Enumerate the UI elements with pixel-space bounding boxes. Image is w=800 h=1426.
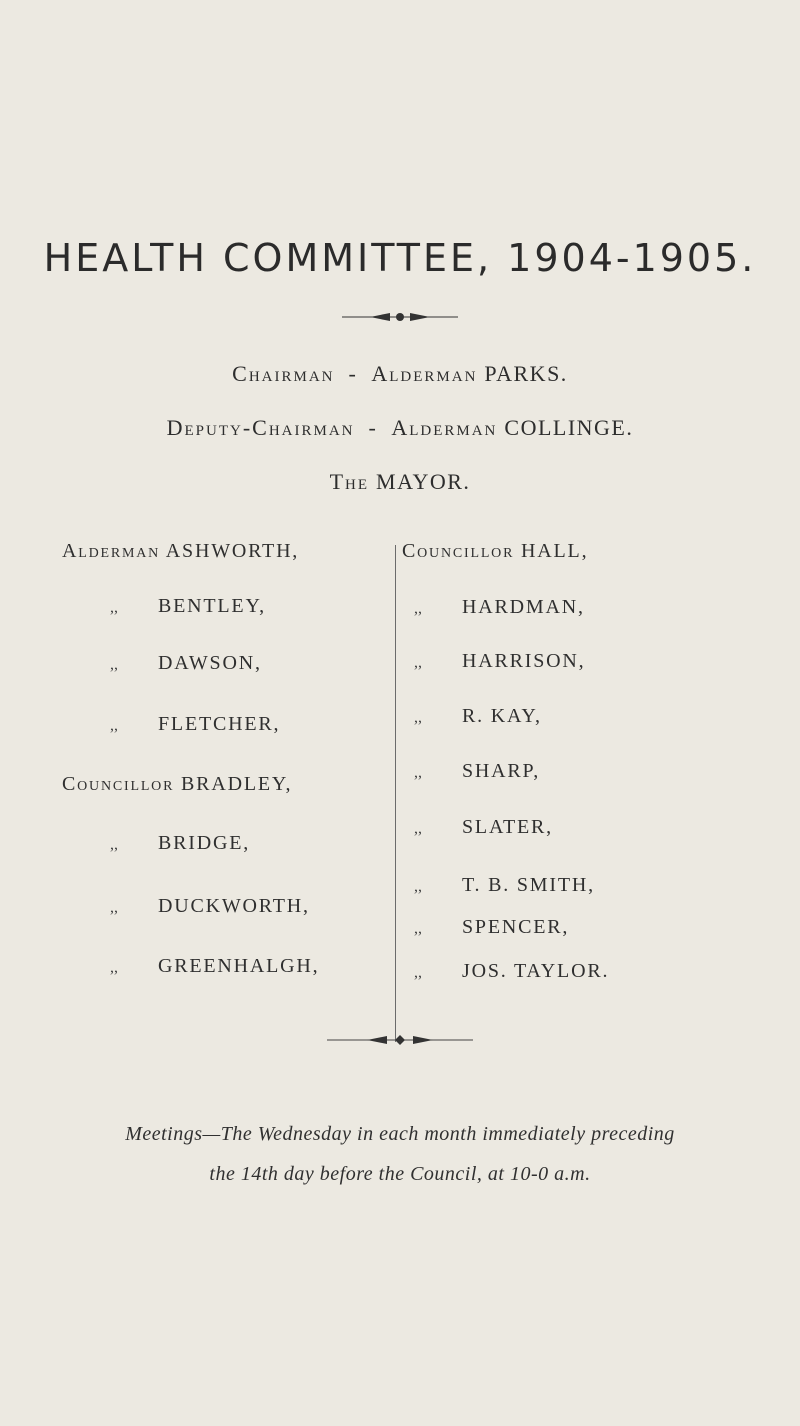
member-name: R. KAY, xyxy=(462,705,542,727)
member-name: GREENHALGH, xyxy=(158,955,320,977)
chairman-rank: Alderman xyxy=(371,361,478,386)
member-name: HALL, xyxy=(521,540,589,562)
member-name: ASHWORTH, xyxy=(165,540,300,562)
deputy-chairman-name: COLLINGE. xyxy=(504,415,634,440)
member-left-2 xyxy=(110,595,266,618)
ditto-mark: ,, xyxy=(110,899,118,916)
deputy-chairman-line xyxy=(0,415,800,441)
member-right-9 xyxy=(414,960,609,983)
page-title: HEALTH COMMITTEE, 1904-1905. xyxy=(43,236,757,280)
meetings-note-line-1: Meetings—The Wednesday in each month immediately preceding xyxy=(125,1123,675,1145)
mayor-name: MAYOR. xyxy=(376,469,471,494)
member-name: HARDMAN, xyxy=(462,596,585,618)
member-right-1 xyxy=(402,540,588,563)
member-name: BENTLEY, xyxy=(158,595,266,617)
ditto-mark: ,, xyxy=(414,920,422,937)
member-right-8 xyxy=(414,916,569,939)
ditto-mark: ,, xyxy=(414,600,422,617)
member-right-7 xyxy=(414,874,595,897)
member-right-3 xyxy=(414,650,585,673)
member-left-7 xyxy=(110,895,310,918)
ditto-mark: ,, xyxy=(414,764,422,781)
column-divider xyxy=(395,545,396,1042)
ditto-mark: ,, xyxy=(414,878,422,895)
member-name: JOS. TAYLOR. xyxy=(462,960,610,982)
member-left-6 xyxy=(110,832,250,855)
member-name: SPENCER, xyxy=(462,916,570,938)
ditto-mark: ,, xyxy=(110,656,118,673)
bottom-ornament xyxy=(0,1033,800,1047)
ditto-mark: ,, xyxy=(110,717,118,734)
member-right-6 xyxy=(414,816,553,839)
chairman-name: PARKS. xyxy=(484,361,568,386)
meetings-note-line-2: the 14th day before the Council, at 10-0 a.m. xyxy=(209,1163,591,1185)
mayor-line xyxy=(0,469,800,495)
member-name: SLATER, xyxy=(462,816,553,838)
member-left-8 xyxy=(110,955,319,978)
ditto-mark: ,, xyxy=(110,959,118,976)
member-name: HARRISON, xyxy=(462,650,586,672)
member-left-5 xyxy=(62,773,292,796)
ditto-mark: ,, xyxy=(414,964,422,981)
member-right-5 xyxy=(414,760,540,783)
chairman-office: Chairman xyxy=(232,361,335,386)
member-name: FLETCHER, xyxy=(158,713,281,735)
member-name: DUCKWORTH, xyxy=(158,895,310,917)
ditto-mark: ,, xyxy=(414,654,422,671)
chairman-dash: - xyxy=(348,361,358,386)
member-right-2 xyxy=(414,596,585,619)
member-rank: Alderman xyxy=(62,540,161,562)
ditto-mark: ,, xyxy=(414,709,422,726)
deputy-chairman-dash: - xyxy=(368,415,378,440)
member-name: BRADLEY, xyxy=(181,773,293,795)
ditto-mark: ,, xyxy=(414,820,422,837)
member-name: SHARP, xyxy=(462,760,541,782)
deputy-chairman-rank: Alderman xyxy=(391,415,498,440)
member-name: BRIDGE, xyxy=(158,832,251,854)
member-rank: Councillor xyxy=(402,540,515,562)
top-ornament xyxy=(0,310,800,324)
mayor-article: The xyxy=(329,469,370,494)
chairman-line xyxy=(0,361,800,387)
member-name: T. B. SMITH, xyxy=(462,874,595,896)
member-left-1 xyxy=(62,540,299,563)
ditto-mark: ,, xyxy=(110,599,118,616)
member-left-3 xyxy=(110,652,262,675)
member-left-4 xyxy=(110,713,280,736)
deputy-chairman-office: Deputy-Chairman xyxy=(166,415,355,440)
member-rank: Councillor xyxy=(62,773,175,795)
member-right-4 xyxy=(414,705,542,728)
ditto-mark: ,, xyxy=(110,836,118,853)
member-name: DAWSON, xyxy=(158,652,262,674)
